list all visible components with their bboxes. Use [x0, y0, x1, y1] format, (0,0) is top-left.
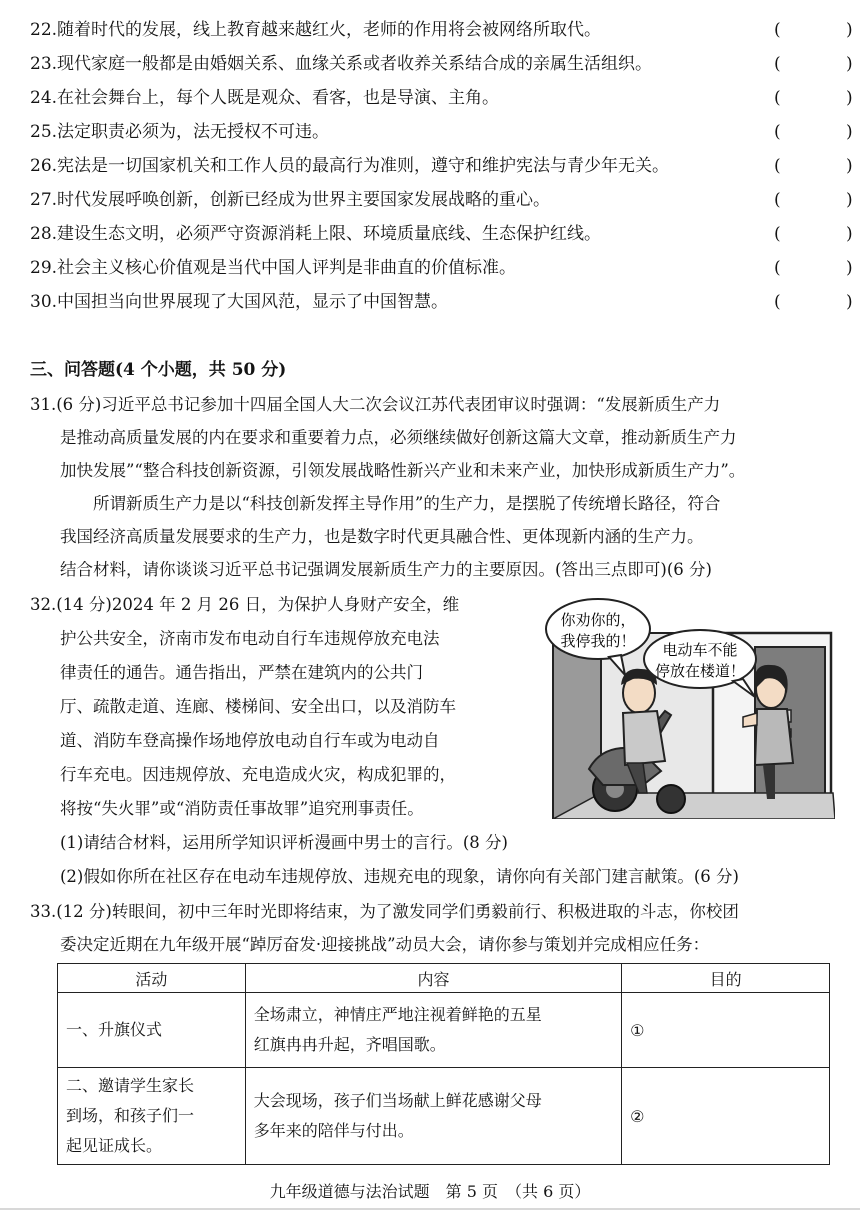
tf-item-text: 29.社会主义核心价值观是当代中国人评判是非曲直的价值标准。: [30, 258, 517, 278]
tf-item-text: 22.随着时代的发展，线上教育越来越红火，老师的作用将会被网络所取代。: [30, 20, 602, 40]
tf-item-text: 25.法定职责必须为，法无授权不可违。: [30, 122, 330, 142]
tf-item-text: 27.时代发展呼唤创新，创新已经成为世界主要国家发展战略的重心。: [30, 190, 551, 210]
tf-item-26: [30, 153, 853, 179]
q31-line: 我国经济高质量发展要求的生产力，也是数字时代更具融合性、更体现新内涵的生产力。: [60, 527, 704, 546]
answer-paren-close: ): [846, 292, 853, 312]
tf-item-25: [30, 119, 853, 145]
content-text: 红旗冉冉升起，齐唱国歌。: [253, 1035, 446, 1054]
q32-line: 将按“失火罪”或“消防责任事故罪”追究刑事责任。: [60, 799, 424, 818]
woman-coat: [755, 709, 793, 765]
answer-paren-open: (: [774, 224, 781, 244]
q33-line: 委决定近期在九年级开展“踔厉奋发·迎接挑战”动员大会，请你参与策划并完成相应任务：: [60, 935, 710, 954]
answer-paren-open: (: [774, 88, 781, 108]
activity-text: 起见证成长。: [66, 1136, 163, 1155]
purpose-cell: ①: [622, 993, 830, 1068]
tf-item-text: 28.建设生态文明，必须严守资源消耗上限、环境质量底线、生态保护红线。: [30, 224, 602, 244]
table-header-activity: 活动: [58, 964, 246, 993]
q32-line: 律责任的通告。通告指出，严禁在建筑内的公共门: [60, 663, 423, 682]
tf-item-30: [30, 289, 853, 315]
q31-line: 结合材料，请你谈谈习近平总书记强调发展新质生产力的主要原因。(答出三点即可)(6 分): [60, 560, 712, 579]
section-heading: 三、问答题(4 个小题，共 50 分): [30, 360, 287, 380]
man-speech-bubble: [546, 599, 650, 659]
q32-subquestion-1: (1)请结合材料，运用所学知识评析漫画中男士的言行。(8 分): [60, 833, 508, 852]
tf-item-text: 24.在社会舞台上，每个人既是观众、看客，也是导演、主角。: [30, 88, 500, 108]
table-header-row: [58, 964, 830, 993]
content-text: 多年来的陪伴与付出。: [253, 1121, 414, 1140]
woman-bubble-line: 电动车不能: [662, 641, 738, 659]
answer-paren-close: ): [846, 122, 853, 142]
man-bubble-line: 你劝你的，: [560, 611, 636, 629]
activity-cell: [58, 1068, 246, 1165]
activity-plan-table: [57, 963, 830, 1165]
content-text: 大会现场，孩子们当场献上鲜花感谢父母: [253, 1091, 542, 1110]
scooter-front-wheel: [657, 785, 685, 813]
tf-item-22: [30, 17, 853, 43]
tf-item-text: 23.现代家庭一般都是由婚姻关系、血缘关系或者收养关系结合成的亲属生活组织。: [30, 54, 653, 74]
answer-paren-close: ): [846, 88, 853, 108]
answer-paren-open: (: [774, 20, 781, 40]
table-row: [58, 1068, 830, 1165]
activity-cell: [58, 993, 246, 1068]
answer-paren-open: (: [774, 292, 781, 312]
tf-item-24: [30, 85, 853, 111]
content-text: 全场肃立，神情庄严地注视着鲜艳的五星: [253, 1005, 542, 1024]
q33-line: 33.(12 分)转眼间，初中三年时光即将结束，为了激发同学们勇毅前行、积极进取的斗志，你校团: [30, 902, 739, 921]
answer-paren-close: ): [846, 156, 853, 176]
man-bubble-line: 我停我的！: [560, 632, 636, 650]
answer-paren-open: (: [774, 258, 781, 278]
table-row: [58, 993, 830, 1068]
answer-paren-close: ): [846, 224, 853, 244]
q32-line: 32.(14 分)2024 年 2 月 26 日，为保护人身财产安全，维: [30, 595, 460, 614]
q31-line: 加快发展”“整合科技创新资源，引领发展战略性新兴产业和未来产业，加快形成新质生产力”。: [60, 461, 746, 480]
q32-subquestion-2: (2)假如你所在社区存在电动车违规停放、违规充电的现象，请你向有关部门建言献策。(6 分): [60, 867, 739, 886]
q31-line: 是推动高质量发展的内在要求和重要着力点，必须继续做好创新这篇大文章，推动新质生产力: [60, 428, 737, 447]
answer-paren-close: ): [846, 20, 853, 40]
tf-item-28: [30, 221, 853, 247]
woman-bubble-line: 停放在楼道！: [654, 662, 746, 680]
q32-line: 护公共安全，济南市发布电动自行车违规停放充电法: [60, 629, 440, 648]
man-shirt: [623, 711, 665, 765]
table-header-purpose: 目的: [622, 964, 830, 993]
page-footer: 九年级道德与法治试题 第 5 页 （共 6 页）: [269, 1182, 591, 1201]
q31-line: 所谓新质生产力是以“科技创新发挥主导作用”的生产力，是摆脱了传统增长路径，符合: [93, 494, 721, 513]
answer-paren-open: (: [774, 190, 781, 210]
answer-paren-close: ): [846, 258, 853, 278]
answer-paren-open: (: [774, 156, 781, 176]
q32-line: 厅、疏散走道、连廊、楼梯间、安全出口，以及消防车: [60, 697, 456, 716]
cartoon-illustration: [543, 593, 835, 819]
q31-line: 31.(6 分)习近平总书记参加十四届全国人大二次会议江苏代表团审议时强调：“发展新质生产力: [30, 395, 721, 414]
answer-paren-close: ): [846, 54, 853, 74]
q32-line: 行车充电。因违规停放、充电造成火灾，构成犯罪的，: [60, 765, 456, 784]
q32-line: 道、消防车登高操作场地停放电动自行车或为电动自: [60, 731, 440, 750]
activity-text: 到场，和孩子们一: [66, 1106, 195, 1125]
answer-paren-open: (: [774, 54, 781, 74]
answer-paren-open: (: [774, 122, 781, 142]
activity-text: 二、邀请学生家长: [66, 1076, 195, 1095]
content-cell: [245, 993, 621, 1068]
content-cell: [245, 1068, 621, 1165]
purpose-cell: ②: [622, 1068, 830, 1165]
activity-text: 一、升旗仪式: [66, 1020, 163, 1039]
tf-item-text: 30.中国担当向世界展现了大国风范，显示了中国智慧。: [30, 292, 449, 312]
tf-item-29: [30, 255, 853, 281]
answer-paren-close: ): [846, 190, 853, 210]
tf-item-text: 26.宪法是一切国家机关和工作人员的最高行为准则，遵守和维护宪法与青少年无关。: [30, 156, 670, 176]
tf-item-27: [30, 187, 853, 213]
tf-item-23: [30, 51, 853, 77]
table-header-content: 内容: [245, 964, 621, 993]
bottom-edge-divider: [0, 1208, 860, 1210]
